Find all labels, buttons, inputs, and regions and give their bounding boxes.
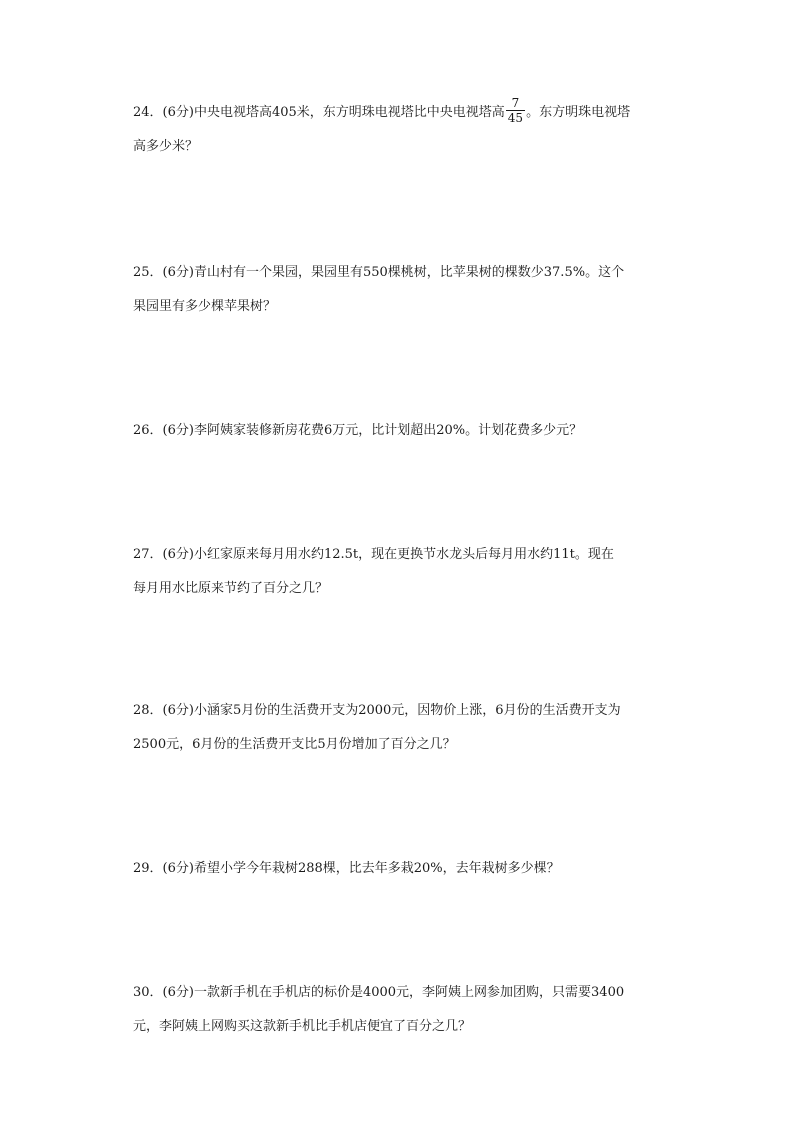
question-26 <box>133 414 673 448</box>
fraction-denominator: 45 <box>507 111 524 125</box>
question-27-line-2: 每月用水比原来节约了百分之几？ <box>133 581 329 596</box>
question-25-line-2: 果园里有多少棵苹果树？ <box>133 299 277 314</box>
question-29 <box>133 852 673 886</box>
question-24-text-after-fraction: 。东方明珠电视塔 <box>526 105 631 120</box>
question-25 <box>133 256 673 324</box>
question-28-line-1: 28．(6分)小涵家5月份的生活费开支为2000元，因物价上涨，6月份的生活费开支为 <box>133 703 621 718</box>
question-26-line-1: 26．(6分)李阿姨家装修新房花费6万元，比计划超出20%。计划花费多少元？ <box>133 423 583 438</box>
question-28-line-2: 2500元，6月份的生活费开支比5月份增加了百分之几？ <box>133 737 456 752</box>
question-27 <box>133 538 673 606</box>
question-30-line-2: 元，李阿姨上网购买这款新手机比手机店便宜了百分之几？ <box>133 1019 472 1034</box>
fraction-7-45 <box>506 96 525 125</box>
question-24-line-1 <box>133 96 673 130</box>
fraction-numerator: 7 <box>511 96 520 110</box>
question-25-line-1: 25．(6分)青山村有一个果园，果园里有550棵桃树，比苹果树的棵数少37.5%。这个 <box>133 265 625 280</box>
question-24 <box>133 96 673 164</box>
question-24-text-before-fraction: 24．(6分)中央电视塔高405米，东方明珠电视塔比中央电视塔高 <box>133 105 505 120</box>
question-27-line-1: 27．(6分)小红家原来每月用水约12.5t，现在更换节水龙头后每月用水约11t。现在 <box>133 547 614 562</box>
question-30-line-1: 30．(6分)一款新手机在手机店的标价是4000元，李阿姨上网参加团购，只需要3400 <box>133 985 625 1000</box>
question-30 <box>133 976 673 1044</box>
question-28 <box>133 694 673 762</box>
question-24-line-2: 高多少米？ <box>133 139 199 154</box>
question-29-line-1: 29．(6分)希望小学今年栽树288棵，比去年多栽20%，去年栽树多少棵？ <box>133 861 560 876</box>
